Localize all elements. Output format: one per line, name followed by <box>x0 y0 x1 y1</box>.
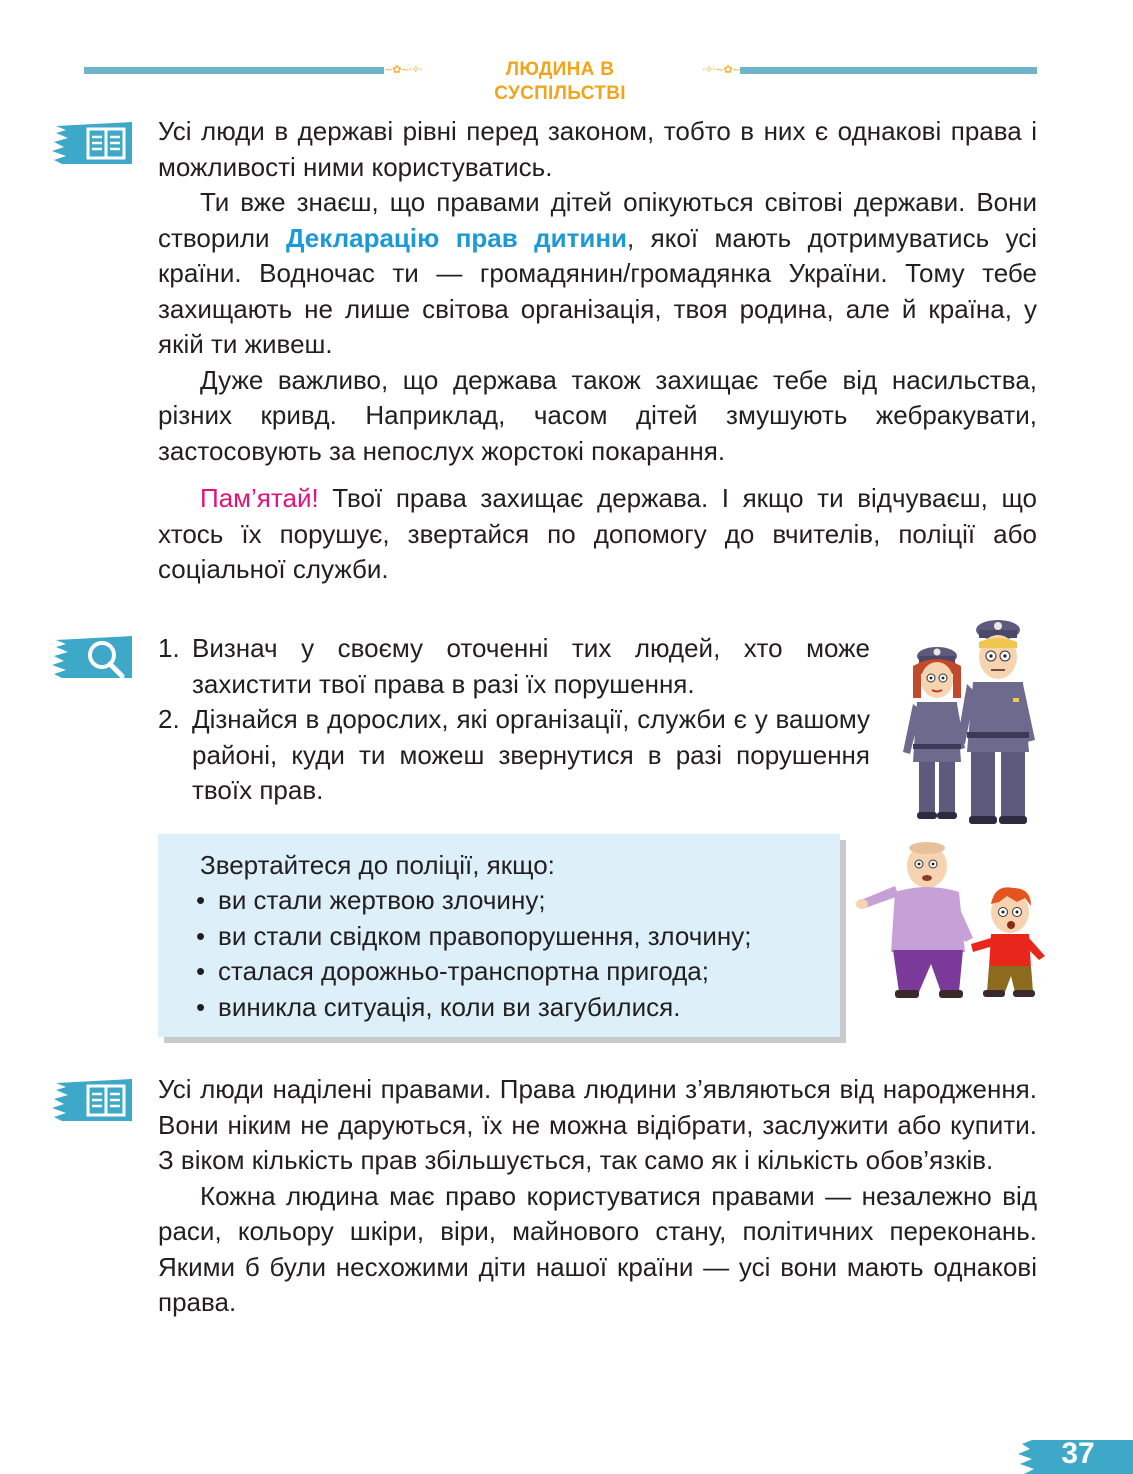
page-number: 37 <box>1061 1437 1095 1470</box>
declaration-term: Декларацію прав дитини <box>285 222 628 253</box>
remember-note <box>158 481 1037 588</box>
paragraph: Усі люди в державі рівні перед законом, тобто в них є однакові права і можливості ними користуватись. <box>158 116 1037 182</box>
paragraph-text: , якої мають дотримуватись усі країни. Водночас ти — громадянин/громадянка України. Тому тебе захищають не лише світова організація, твоя родина, але й країна, у якій ти живеш. <box>158 222 1037 359</box>
list-item: • ви стали жертвою злочину; <box>196 883 751 919</box>
police-info-box <box>158 834 840 1037</box>
task-number: 1. <box>158 633 180 663</box>
police-officers-illustration <box>895 612 1045 827</box>
book-icon <box>52 120 132 166</box>
paragraph: Усі люди наділені правами. Права людини з’являються від народження. Вони ніким не даруються, їх не можна відібрати, заслужити або купити. З віком кількість прав збільшується, так само як і кількість обов’язків. <box>158 1074 1037 1175</box>
book-icon <box>52 1077 132 1123</box>
remember-label: Пам’ятай! <box>200 483 319 513</box>
task-item <box>158 702 870 809</box>
list-item: • ви стали свідком правопорушення, злочину; <box>196 919 751 955</box>
paragraph: Дуже важливо, що держава також захищає тебе від насильства, різних кривд. Наприклад, часом дітей змушують жебракувати, застосовують за непослух жорстокі покарання. <box>158 364 1037 466</box>
adult-grabbing-child-illustration <box>855 842 1050 1002</box>
info-box-title: Звертайтеся до поліції, якщо: <box>200 850 555 880</box>
header-rule-right <box>740 67 1037 74</box>
info-box-list <box>196 883 751 1025</box>
section-text-2 <box>158 1072 1037 1321</box>
task-list <box>158 631 870 809</box>
paragraph: Кожна людина має право користуватися правами — незалежно від раси, кольору шкіри, віри, майнового стану, політичних переконань. Якими б були несхожими діти нашої країни — усі вони мають однакові права. <box>158 1180 1037 1317</box>
task-item <box>158 631 870 702</box>
header-ornament-right: ·✧·~✿~ <box>702 64 740 76</box>
task-text: Визнач у своєму оточенні тих людей, хто може захистити твої права в разі їх порушення. <box>192 633 870 699</box>
list-item: • сталася дорожньо-транспортна пригода; <box>196 954 751 990</box>
magnifier-icon <box>52 634 132 680</box>
section-text-1 <box>158 114 1037 588</box>
paragraph-text: Ти вже знаєш, що правами дітей опікуються світові держави. Вони створили <box>158 187 1037 253</box>
paragraph <box>158 185 1037 363</box>
task-number: 2. <box>158 704 180 734</box>
header-ornament-left: ~✿~·✧· <box>384 64 422 76</box>
task-text: Дізнайся в дорослих, які організації, служби є у вашому районі, куди ти можеш звернутися в разі порушення твоїх прав. <box>192 704 870 805</box>
remember-text: Твої права захищає держава. І якщо ти відчуваєш, що хтось їх порушує, звертайся по допомогу до вчителів, поліції або соціальної служби. <box>158 483 1037 584</box>
chapter-title: ЛЮДИНА В СУСПІЛЬСТВІ <box>494 59 626 104</box>
list-item: • виникла ситуація, коли ви загубилися. <box>196 990 751 1026</box>
header-rule-left <box>84 67 384 74</box>
